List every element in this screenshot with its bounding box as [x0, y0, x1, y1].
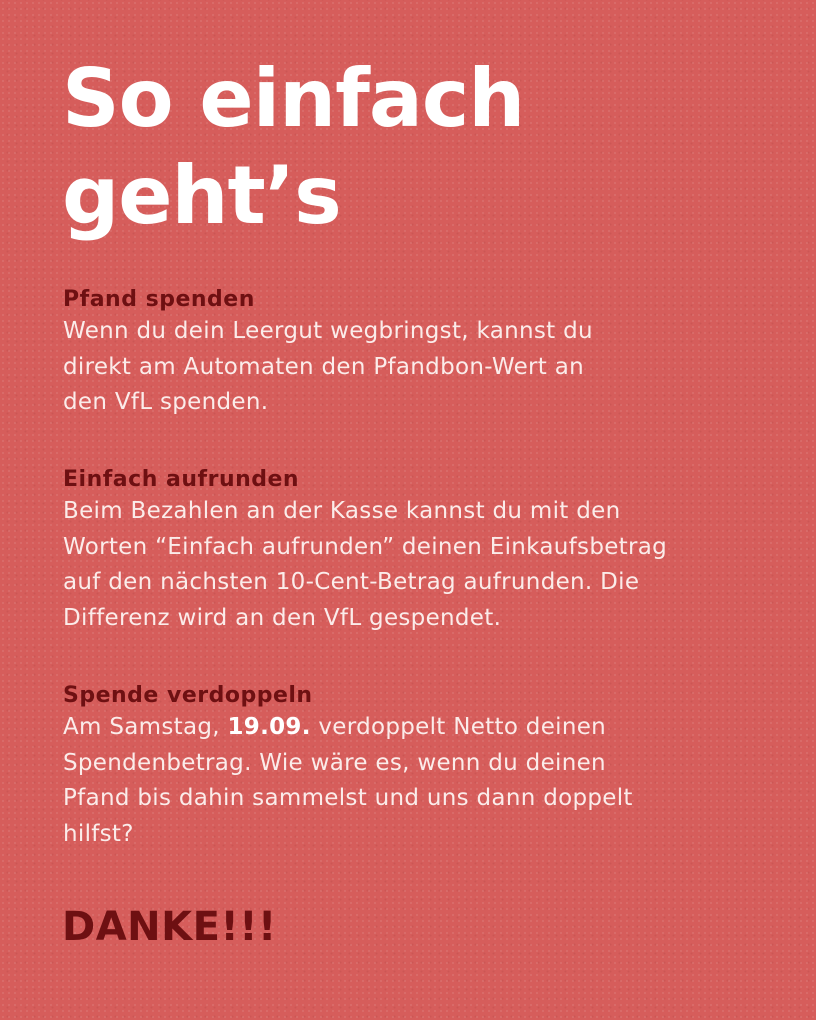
- page-title-line-1: So einfach: [62, 52, 525, 145]
- body-line: Wenn du dein Leergut wegbringst, kannst du: [63, 318, 593, 344]
- body-line: hilfst?: [63, 820, 134, 847]
- body-line: Spendenbetrag. Wie wäre es, wenn du deinen: [63, 749, 606, 776]
- section-body: [63, 314, 753, 421]
- body-line: Differenz wird an den VfL gespendet.: [63, 604, 502, 631]
- body-line: Worten “Einfach aufrunden” deinen Einkaufsbetrag: [63, 533, 668, 560]
- section-heading: Spende verdoppeln: [63, 683, 313, 708]
- body-text: verdoppelt Netto deinen: [310, 714, 607, 740]
- section-pfand-spenden: [63, 286, 753, 421]
- section-einfach-aufrunden: [63, 466, 753, 636]
- section-heading: Einfach aufrunden: [63, 467, 300, 492]
- section-body: [63, 710, 753, 852]
- body-line: auf den nächsten 10-Cent-Betrag aufrunden. Die: [63, 569, 640, 595]
- body-text: Am Samstag,: [63, 714, 228, 740]
- body-line: Pfand bis dahin sammelst und uns dann doppelt: [63, 785, 633, 811]
- section-body: [63, 494, 753, 636]
- closing-thanks: DANKE!!!: [62, 904, 277, 950]
- highlight-date: 19.09.: [227, 714, 311, 740]
- body-line: [63, 710, 753, 746]
- body-line: den VfL spenden.: [63, 389, 269, 415]
- section-heading: Pfand spenden: [63, 287, 255, 312]
- body-line: direkt am Automaten den Pfandbon-Wert an: [63, 353, 584, 380]
- section-spende-verdoppeln: [63, 682, 753, 852]
- page-title: [62, 50, 762, 244]
- page-title-line-2: geht’s: [62, 149, 341, 242]
- body-line: Beim Bezahlen an der Kasse kannst du mit den: [63, 498, 621, 524]
